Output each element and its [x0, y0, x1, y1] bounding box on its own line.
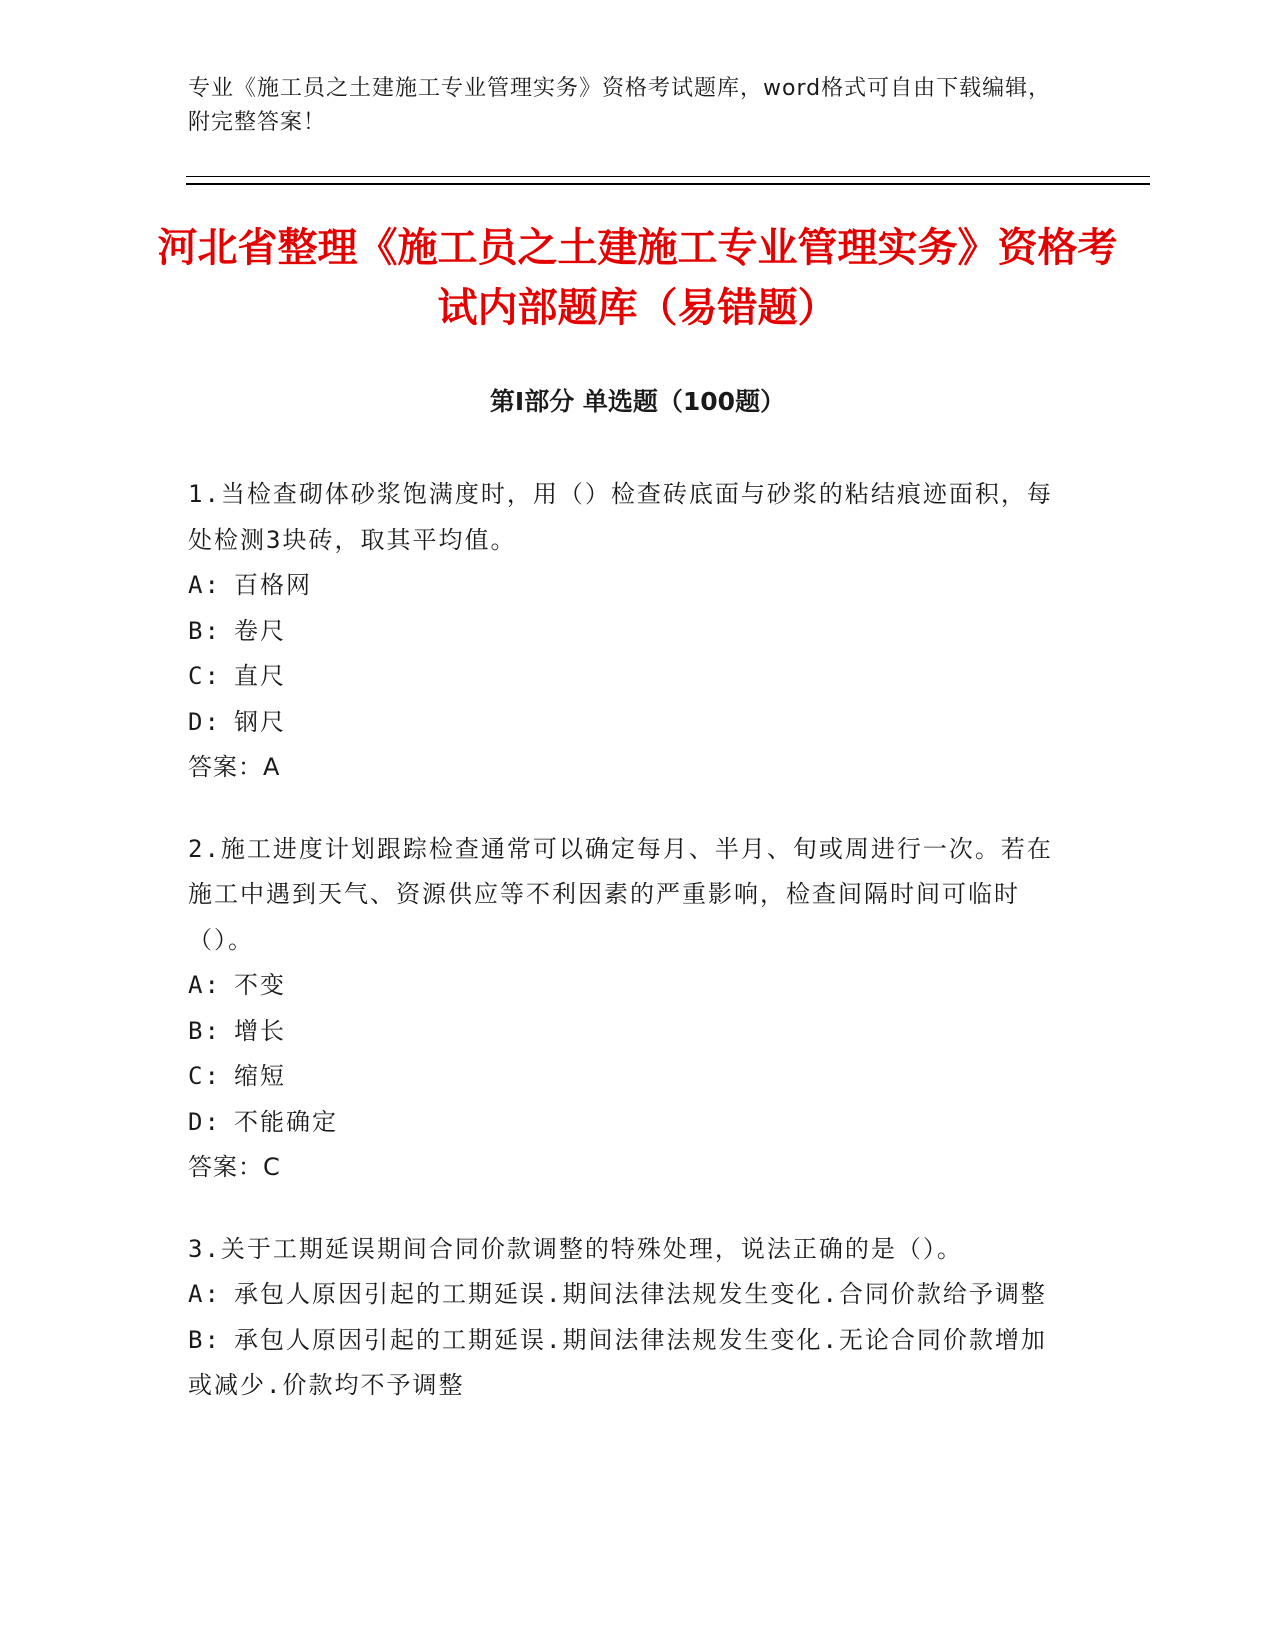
answer-option	[188, 563, 1068, 609]
question-item	[188, 827, 1068, 1191]
header-divider	[186, 176, 1150, 185]
option-text: 增长	[234, 1016, 286, 1045]
answer-option	[188, 700, 1068, 746]
option-text: 承包人原因引起的工期延误.期间法律法规发生变化.无论合同价款增加或减少.价款均不予调整	[188, 1325, 1047, 1399]
question-item	[188, 472, 1068, 791]
option-text: 卷尺	[234, 616, 286, 645]
option-key: D:	[188, 1107, 221, 1136]
question-stem: 3.关于工期延误期间合同价款调整的特殊处理，说法正确的是（）。	[188, 1234, 963, 1263]
answer-option	[188, 963, 1068, 1009]
option-text: 直尺	[234, 662, 286, 690]
option-key: C:	[188, 1062, 221, 1090]
answer-option	[188, 1318, 1068, 1409]
question-item	[188, 1227, 1068, 1409]
option-key: A:	[188, 571, 221, 599]
answer-line: 答案：C	[188, 1153, 281, 1181]
option-text: 钢尺	[234, 707, 286, 736]
answer-option	[188, 1054, 1068, 1100]
option-text: 不变	[234, 971, 286, 999]
option-key: B:	[188, 616, 221, 645]
option-key: B:	[188, 1016, 221, 1045]
answer-option	[188, 609, 1068, 655]
document-title: 河北省整理《施工员之土建施工专业管理实务》资格考试内部题库（易错题）	[157, 225, 1118, 331]
question-list	[188, 472, 1068, 1445]
answer-line: 答案：A	[188, 753, 281, 781]
option-key: A:	[188, 971, 221, 999]
answer-option	[188, 1009, 1068, 1055]
option-text: 不能确定	[234, 1107, 338, 1136]
option-key: B:	[188, 1325, 221, 1354]
option-text: 缩短	[234, 1062, 286, 1090]
option-key: C:	[188, 662, 221, 690]
option-text: 承包人原因引起的工期延误.期间法律法规发生变化.合同价款给予调整	[234, 1280, 1047, 1308]
answer-option	[188, 654, 1068, 700]
header-note: 专业《施工员之土建施工专业管理实务》资格考试题库，word格式可自由下载编辑，附完整答案！	[188, 76, 1052, 135]
question-stem: 2.施工进度计划跟踪检查通常可以确定每月、半月、旬或周进行一次。若在施工中遇到天气、资源供应等不利因素的严重影响，检查间隔时间可临时（）。	[188, 834, 1053, 954]
option-text: 百格网	[234, 571, 312, 599]
answer-option	[188, 1272, 1068, 1318]
question-stem: 1.当检查砌体砂浆饱满度时，用（）检查砖底面与砂浆的粘结痕迹面积，每处检测3块砖，取其平均值。	[188, 480, 1053, 554]
answer-option	[188, 1100, 1068, 1146]
option-key: D:	[188, 707, 221, 736]
option-key: A:	[188, 1280, 221, 1308]
section-heading: 第Ⅰ部分 单选题（100题）	[489, 387, 786, 416]
